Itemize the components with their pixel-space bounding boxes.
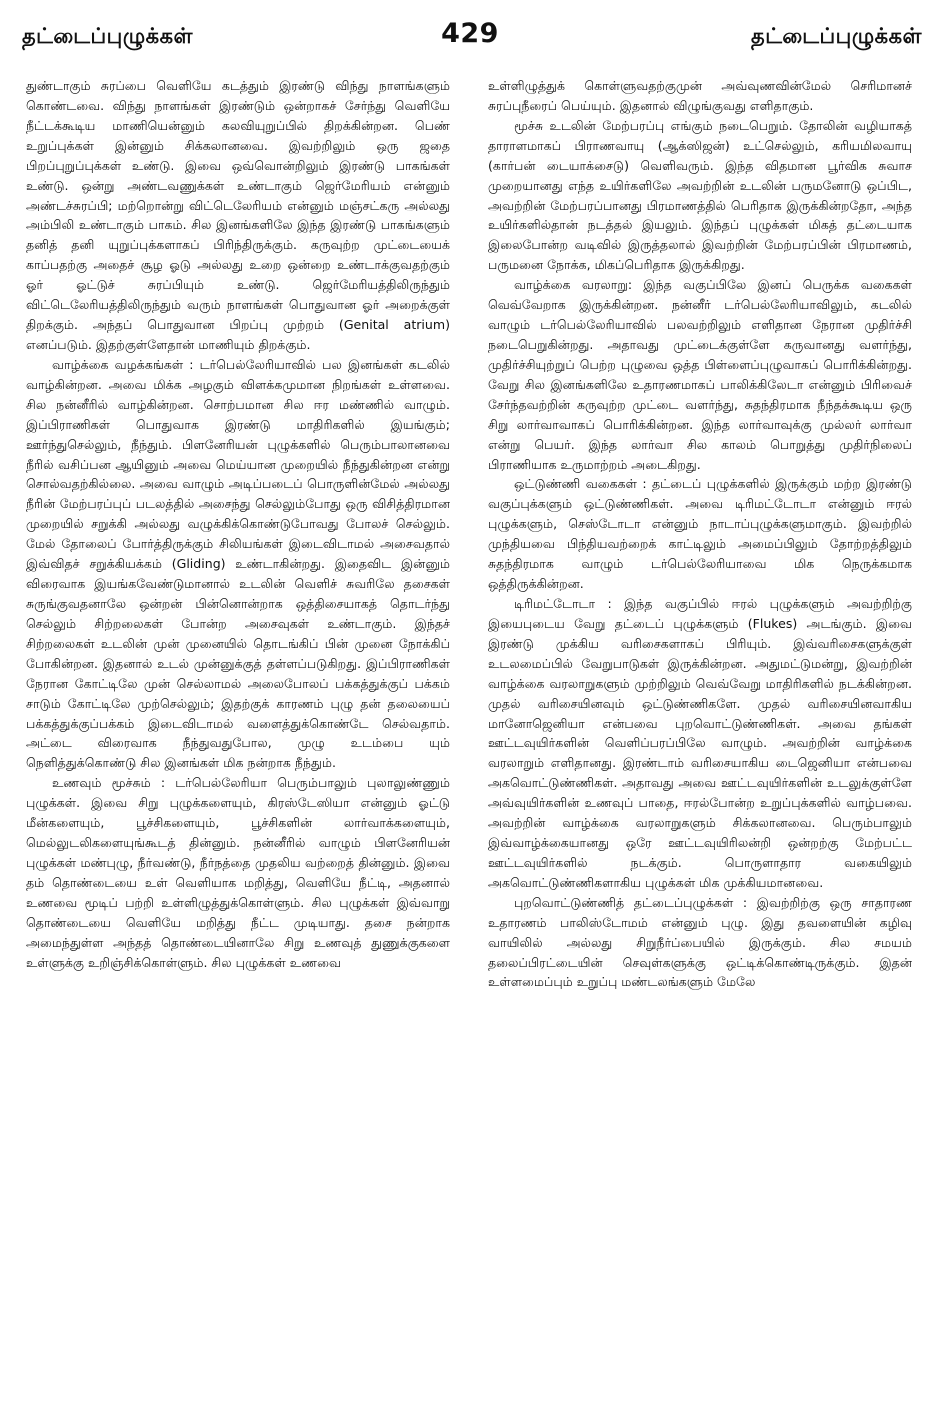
paragraph-trematoda: டிரிமட்டோடா : இந்த வகுப்பில் ஈரல் புழுக்களும் அவற்றிற்கு இயைபுடைய வேறு தட்டைப் புழுக்களும் (Flukes) அடங்கும். இவை இரண்டு முக்கிய வரிசைகளாகப் பிரியும். இவ்வரிசைகளுக்குள் உடலமைப்பில் வேறுபாடுகள் இருக்கின்றன. அதுமட்டுமன்று, இவற்றின் வாழ்க்கை வரலாறுகளும் முற்றிலும் வெவ்வேறு மாதிரிகளில் நடக்கின்றன. முதல் வரிசையினவும் ஒட்டுண்ணிகளே. முதல் வரிசையினவாகிய மானோஜெனியா என்பவை புறவொட்டுண்ணிகள். அவை தங்கள் ஊட்டவுயிர்களின் வெளிப்பரப்பிலே வாழும். அவற்றின் வாழ்க்கை வரலாறும் எளிதானது. இரண்டாம் வரிசையாகிய டைஜெனியா என்பவை அகவொட்டுண்ணிகள். அதாவது அவை ஊட்டவுயிர்களின் உடலுக்குள்ளே அவ்வுயிர்களின் உணவுப் பாதை, ஈரல்போன்ற உறுப்புக்களில் வாழ்பவை. அவற்றின் வாழ்க்கை வரலாறுகளும் சிக்கலானவை. பெரும்பாலும் இவ்வாழ்க்கையானது ஒரே ஊட்டவுயிரிலன்றி ஒன்றற்கு மேற்பட்ட ஊட்டவுயிர்களில் நடக்கும். பொருளாதார வகையிலும் அகவொட்டுண்ணிகளாகிய புழுக்கள் மிக முக்கியமானவை. (488, 595, 912, 890)
left-text-column (26, 76, 450, 1408)
paragraph-life-habits: வாழ்க்கை வழக்கங்கள் : டர்பெல்லேரியாவில் பல இனங்கள் கடலில் வாழ்கின்றன. அவை மிக்க அழகும் விளக்கமுமான நிறங்கள் உள்ளவை. சில நன்னீரில் வாழ்கின்றன. சொற்பமான சில ஈர மண்ணில் வாழும். இப்பிராணிகள் பொதுவாக இரண்டு மாதிரிகளில் இயங்கும்; ஊர்ந்துசெல்லும், நீந்தும். பிளனேரியன் புழுக்களில் பெரும்பாலானவை நீரில் வசிப்பன ஆயினும் அவை மெய்யான முறையில் நீந்துகின்றன என்று சொல்வதற்கில்லை. அவை வாழும் அடிப்படைப் பொருளின்மேல் அல்லது நீரின் மேற்பரப்புப் படலத்தில் அசைந்து செல்லும்போது ஒரு விசித்திரமான முறையில் சறுக்கி அல்லது வழுக்கிக்கொண்டுபோவது போலச் செல்லும். மேல் தோலைப் போர்த்திருக்கும் சிலியங்கள் இடைவிடாமல் அசைவதால் இவ்விதச் சறுக்கியக்கம் (Gliding) உண்டாகின்றது. இதைவிட இன்னும் விரைவாக இயங்கவேண்டுமானால் உடலின் வெளிச் சுவரிலே தசைகள் சுருங்குவதனாலே ஒன்றன் பின்னொன்றாக ஒத்திசையாகத் தொடர்ந்து செல்லும் சிற்றலைகள் போன்ற அசைவுகள் உண்டாகும். இந்தச் சிற்றலைகள் உடலின் முன் முனையில் தொடங்கிப் பின் முனை நோக்கிப் போகின்றன. இதனால் உடல் முன்னுக்குத் தள்ளப்படுகிறது. இப்பிராணிகள் நேரான கோட்டிலே முன் செல்லாமல் அலைபோலப் பக்கத்துக்குப் பக்கம் சாடும் கோட்டிலே முற்செல்லும்; இதற்குக் காரணம் புழு தன் தலையைப் பக்கத்துக்குப்பக்கம் இடைவிடாமல் வளைத்துக்கொண்டே செல்வதாம். அட்டை விரைவாக நீந்துவதுபோல, முழு உடம்பை யும் நெளித்துக்கொண்டு சில இனங்கள் மிக நன்றாக நீந்தும். (26, 356, 450, 771)
paragraph-parasitic-types: ஒட்டுண்ணி வகைகள் : தட்டைப் புழுக்களில் இருக்கும் மற்ற இரண்டு வகுப்புக்களும் ஒட்டுண்ணிகள். அவை டிரிமட்டோடா என்னும் ஈரல் புழுக்களும், செஸ்டோடா என்னும் நாடாப்புழுக்களுமாகும். இவற்றில் முந்தியவை பிந்தியவற்றைக் காட்டிலும் அமைப்பிலும் தோற்றத்திலும் சுதந்திரமாக வாழும் டர்பெல்லேரியாவை மிக நெருக்கமாக ஒத்திருக்கின்றன. (488, 476, 912, 592)
page-number: 429 (441, 18, 499, 49)
paragraph-respiration: மூச்சு உடலின் மேற்பரப்பு எங்கும் நடைபெறும். தோலின் வழியாகத் தாராளமாகப் பிராணவாயு (ஆக்ஸிஜன்) உட்செல்லும், கரியமிலவாயு (கார்பன் டையாக்சைடு) வெளிவரும். இந்த விதமான பூர்விக சுவாச முறையானது எந்த உயிர்களிலே அவற்றின் உடலின் பருமனோடு ஒப்பிட, அவற்றின் மேற்பரப்பானது பிரமாணத்தில் பெரிதாக இருக்கின்றதோ, அந்த உயிர்களில்தான் நடத்தல் இயலும். இந்தப் புழுக்கள் மிகத் தட்டையாக இலைபோன்ற வடிவில் இருத்தலால் இவற்றின் மேற்பரப்பின் பிரமாணம், பருமனை நோக்க, மிகப்பெரிதாக இருக்கிறது. (488, 117, 912, 273)
running-header-right: தட்டைப்புழுக்கள் (751, 24, 922, 48)
paragraph: உள்ளிழுத்துக் கொள்ளுவதற்குமுன் அவ்வுணவின்மேல் செரிமானச் சுரப்புநீரைப் பெய்யும். இதனால் விழுங்குவது எளிதாகும். (488, 78, 912, 113)
paragraph-life-history: வாழ்க்கை வரலாறு: இந்த வகுப்பிலே இனப் பெருக்க வகைகள் வெவ்வேறாக இருக்கின்றன. நன்னீர் டர்பெல்லேரியாவிலும், கடலில் வாழும் டர்பெல்லேரியாவில் பலவற்றிலும் எளிதான நேரான முதிர்ச்சி நடைபெறுகின்றது. அதாவது முட்டைக்குள்ளே கருவானது வளர்ந்து, முதிர்ச்சியுற்றுப் பெற்ற புழுவை ஒத்த பிள்ளைப்புழுவாகப் பொரிக்கின்றது. வேறு சில இனங்களிலே உதாரணமாகப் பாலிக்கிலேடா என்னும் பிரிவைச் சேர்ந்தவற்றின் கருவுற்ற முட்டை வளர்ந்து, சுதந்திரமாக நீந்தக்கூடிய ஒரு சிறு லார்வாவாகப் பொரிக்கின்றன. இந்த லார்வாவுக்கு முல்லர் லார்வா என்று பெயர். இந்த லார்வா சில காலம் பொறுத்து முதிர்நிலைப் பிராணியாக உருமாற்றம் அடைகிறது. (488, 277, 912, 472)
paragraph: துண்டாகும் சுரப்பை வெளியே கடத்தும் இரண்டு விந்து நாளங்களும் கொண்டவை. விந்து நாளங்கள் இரண்டும் ஒன்றாகச் சேர்ந்து வெளியே நீட்டக்கூடிய மாணியென்னும் கலவியுறுப்பில் திறக்கின்றன. பெண் உறுப்புக்கள் இன்னும் சிக்கலானவை. இவற்றிலும் ஒரு ஜதை பிறப்புறுப்புக்கள் உண்டு. இவை ஒவ்வொன்றிலும் இரண்டு பாகங்கள் உண்டு. ஒன்று அண்டவணுக்கள் உண்டாகும் ஜெர்மேரியம் என்னும் அண்டச்சுரப்பி; மற்றொன்று விட்டெலேரியம் என்னும் மஞ்சட்கரு அல்லது அம்பிலி உண்டாகும் பாகம். சில இனங்களிலே இந்த இரண்டு பாகங்களும் தனித் தனி யுறுப்புக்களாகப் பிரிந்திருக்கும். கருவுற்ற முட்டையைக் காப்பதற்கு அதைச் சூழ ஓடு அல்லது உறை ஒன்றை உண்டாக்குவதற்கும் ஓர் ஓட்டுச் சுரப்பியும் உண்டு. ஜெர்மேரியத்திலிருந்தும் விட்டெலேரியத்திலிருந்தும் வரும் நாளங்கள் பொதுவான ஓர் அறைக்குள் திறக்கும். அந்தப் பொதுவான பிறப்பு முற்றம் (Genital atrium) எனப்படும். இதற்குள்ளேதான் மாணியும் திறக்கும். (26, 78, 450, 352)
running-header-left: தட்டைப்புழுக்கள் (22, 24, 193, 48)
paragraph-ectoparasitic-flatworms: புறவொட்டுண்ணித் தட்டைப்புழுக்கள் : இவற்றிற்கு ஒரு சாதாரண உதாரணம் பாலிஸ்டோமம் என்னும் புழு. இது தவளையின் கழிவு வாயிலில் அல்லது சிறுநீர்ப்பையில் இருக்கும். சில சமயம் தலைப்பிரட்டையின் செவுள்களுக்கு ஒட்டிக்கொண்டிருக்கும். இதன் உள்ளமைப்பும் உறுப்பு மண்டலங்களும் மேலே (488, 894, 912, 990)
paragraph-food-and-respiration: உணவும் மூச்சும் : டர்பெல்லேரியா பெரும்பாலும் புலாலுண்ணும் புழுக்கள். இவை சிறு புழுக்களையும், கிரஸ்டேஸியா என்னும் ஓட்டு மீன்களையும், பூச்சிகளையும், பூச்சிகளின் லார்வாக்களையும், மெல்லுடலிகளையுங்கூடத் தின்னும். நன்னீரில் வாழும் பிளனேரியன் புழுக்கள் மண்புழு, நீர்வண்டு, நீர்நத்தை முதலிய வற்றைத் தின்னும். இவை தம் தொண்டையை உள் வெளியாக மறித்து, வெளியே நீட்டி, அதனால் உணவை மூடிப் பற்றி உள்ளிழுத்துக்கொள்ளும். சில புழுக்கள் இவ்வாறு தொண்டையை வெளியே மறித்து நீட்ட முடியாது. தசை நன்றாக அமைந்துள்ள அந்தத் தொண்டையினாலே சிறு உணவுத் துணுக்குகளை உள்ளுக்கு உறிஞ்சிக்கொள்ளும். சில புழுக்கள் உணவை (26, 775, 450, 970)
right-text-column (488, 76, 912, 1408)
